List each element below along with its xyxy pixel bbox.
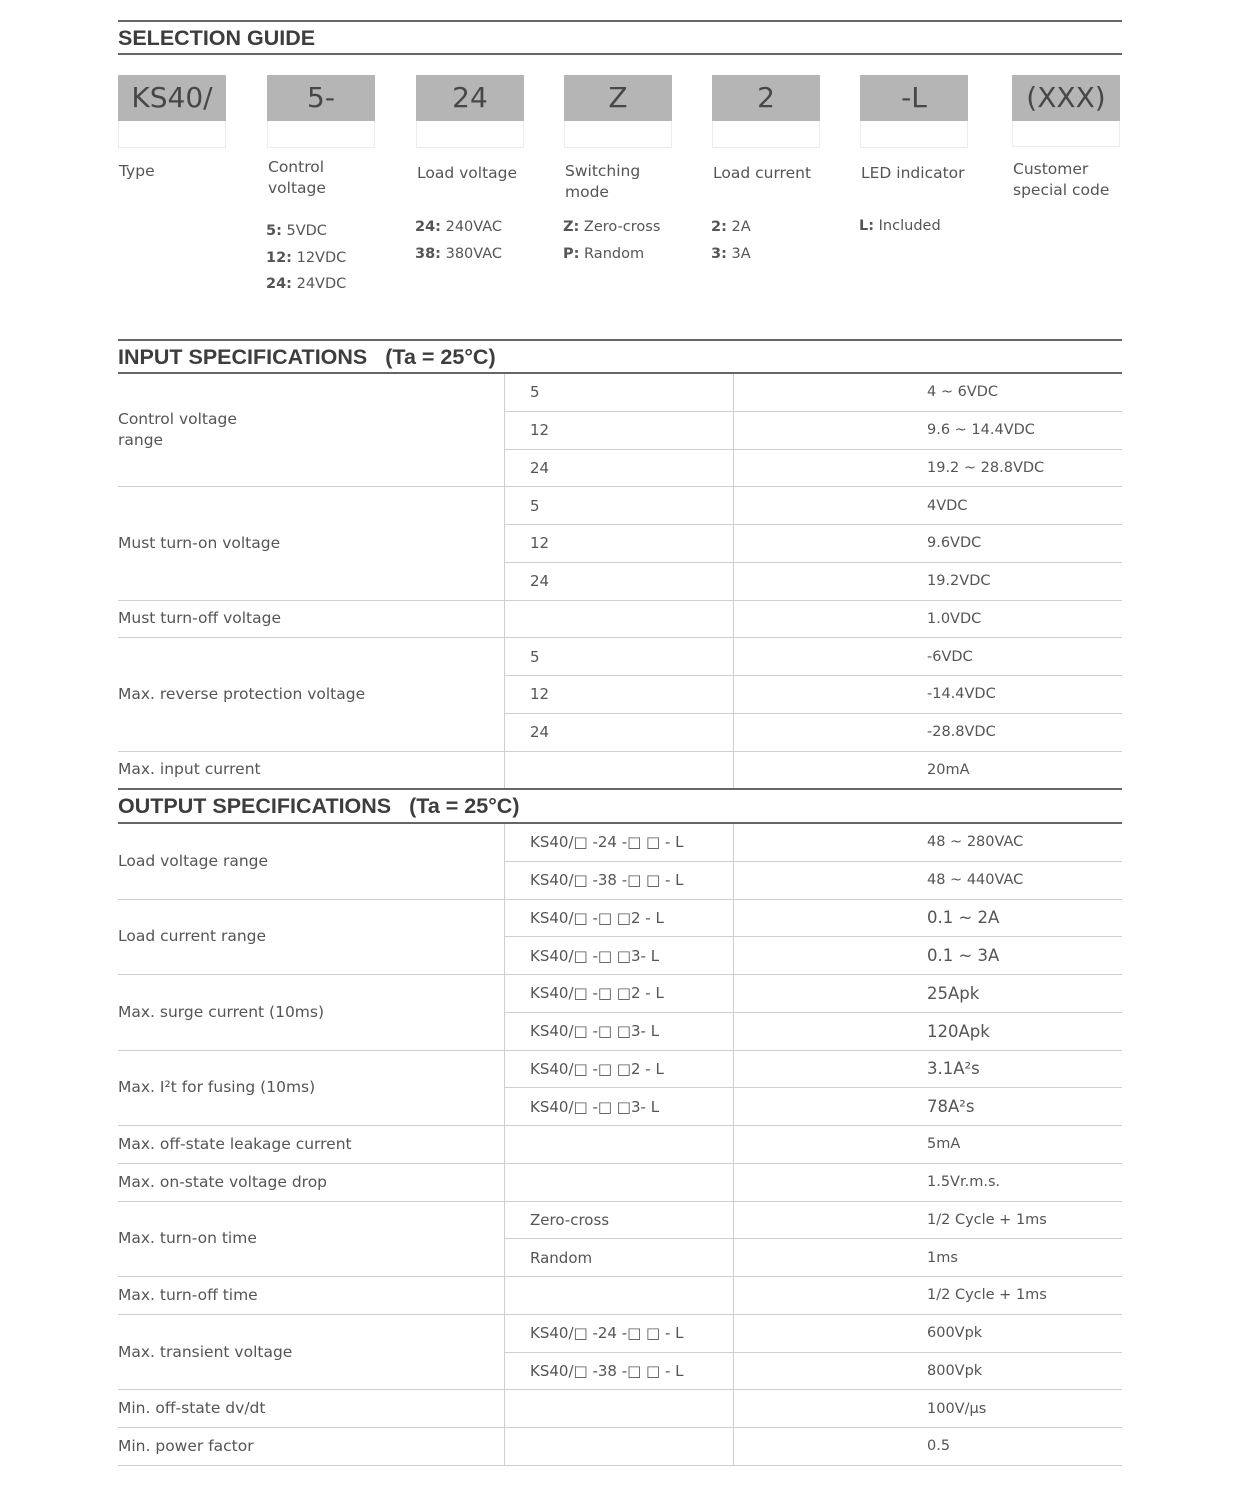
option-value: Included (878, 218, 941, 234)
option-key: Z: (563, 219, 580, 235)
spec-entry-row (505, 1013, 1122, 1051)
spec-entry-row (505, 975, 1122, 1013)
option-key: P: (563, 245, 580, 262)
code-box (416, 75, 524, 148)
spec-condition: Random (505, 1239, 734, 1276)
spec-group (118, 1390, 1122, 1428)
output-spec-table (118, 824, 1122, 1466)
spec-entry-list (505, 487, 1122, 600)
code-segment: 24 (416, 75, 524, 121)
spec-entry-list (505, 1428, 1122, 1466)
section-title (118, 22, 315, 54)
spec-group (118, 638, 1122, 751)
spec-value: 19.2VDC (927, 573, 991, 590)
spec-entry-list (505, 1277, 1122, 1315)
spec-condition (505, 1390, 734, 1427)
spec-entry-row (505, 824, 1122, 862)
code-box (1012, 75, 1120, 147)
spec-value: 100V/μs (927, 1400, 987, 1417)
option-key: 2: (711, 219, 727, 235)
spec-group (118, 1277, 1122, 1315)
spec-parameter: Min. power factor (118, 1428, 505, 1466)
code-segment: 2 (712, 75, 820, 121)
code-box-blank (118, 121, 226, 148)
spec-condition: 5 (505, 487, 734, 524)
spec-value: 0.1 ~ 2A (927, 908, 1000, 928)
option-key: L: (859, 218, 875, 234)
option-value: Zero-cross (583, 219, 661, 235)
spec-parameter: Max. input current (118, 752, 505, 790)
spec-value: 25Apk (927, 983, 980, 1003)
code-box-blank (267, 121, 375, 148)
option-item (563, 214, 660, 241)
option-key: 24: (415, 219, 441, 235)
spec-value: 20mA (927, 761, 970, 778)
code-box-blank (1012, 121, 1120, 147)
spec-group (118, 1126, 1122, 1164)
field-label: LED indicator (861, 164, 965, 182)
code-field-type (118, 75, 226, 180)
spec-parameter: Max. off-state leakage current (118, 1126, 505, 1164)
spec-value: 4VDC (927, 497, 968, 514)
option-item (711, 214, 751, 241)
spec-group (118, 975, 1122, 1051)
option-key: 24: (266, 276, 292, 292)
spec-condition (505, 1164, 734, 1201)
spec-entry-row (505, 1126, 1122, 1164)
option-item (266, 245, 346, 272)
spec-entry-row (505, 601, 1122, 639)
spec-value: -14.4VDC (927, 686, 996, 703)
spec-entry-list (505, 1390, 1122, 1428)
spec-value: 48 ~ 280VAC (927, 834, 1024, 851)
spec-condition: 24 (505, 714, 734, 751)
spec-group (118, 752, 1122, 790)
spec-entry-row (505, 450, 1122, 488)
code-box (564, 75, 672, 148)
code-segment: KS40/ (118, 75, 226, 121)
option-value: 24VDC (296, 276, 347, 292)
spec-value: 78A²s (927, 1097, 975, 1117)
spec-condition (505, 752, 734, 789)
option-value: 380VAC (445, 245, 503, 262)
spec-group (118, 1202, 1122, 1278)
spec-parameter: Control voltage range (118, 374, 505, 487)
field-label: Load current (713, 164, 812, 182)
spec-condition (505, 601, 734, 638)
spec-condition: 12 (505, 525, 734, 562)
code-segment: 5- (267, 75, 375, 121)
spec-parameter: Max. turn-off time (118, 1277, 505, 1315)
spec-entry-row (505, 1051, 1122, 1089)
spec-group (118, 900, 1122, 976)
spec-entry-row (505, 374, 1122, 412)
code-box-blank (416, 121, 524, 148)
section-title (118, 341, 496, 373)
spec-entry-list (505, 1164, 1122, 1202)
spec-parameter: Min. off-state dv/dt (118, 1390, 505, 1428)
spec-condition (505, 1277, 734, 1314)
spec-entry-row (505, 1390, 1122, 1428)
spec-entry-list (505, 1051, 1122, 1127)
code-field-switching-mode (563, 75, 672, 262)
spec-entry-row (505, 862, 1122, 900)
spec-parameter: Max. on-state voltage drop (118, 1164, 505, 1202)
section-rule (118, 53, 1122, 55)
spec-entry-list (505, 638, 1122, 751)
option-value: 2A (731, 219, 751, 235)
spec-condition: KS40/□ -□ □3- L (505, 1088, 734, 1125)
option-item (415, 241, 502, 268)
spec-parameter: Max. transient voltage (118, 1315, 505, 1391)
spec-condition: 24 (505, 563, 734, 600)
spec-value: 3.1A²s (927, 1059, 980, 1079)
spec-condition: 12 (505, 676, 734, 713)
spec-entry-list (505, 1126, 1122, 1164)
spec-entry-row (505, 412, 1122, 450)
option-list (415, 214, 502, 267)
option-item (266, 271, 346, 298)
code-box-blank (712, 121, 820, 148)
code-box-blank (860, 121, 968, 148)
spec-condition: KS40/□ -24 -□ □ - L (505, 824, 734, 861)
spec-group (118, 374, 1122, 487)
spec-condition: KS40/□ -□ □2 - L (505, 900, 734, 937)
option-key: 38: (415, 245, 441, 262)
spec-entry-row (505, 1088, 1122, 1126)
spec-value: 1ms (927, 1249, 958, 1266)
option-value: 12VDC (296, 249, 347, 266)
spec-value: -6VDC (927, 648, 973, 665)
spec-entry-row (505, 525, 1122, 563)
option-item (563, 241, 660, 268)
code-field-customer-code (1012, 75, 1120, 199)
spec-entry-list (505, 374, 1122, 487)
code-box-blank (564, 121, 672, 148)
spec-parameter: Max. reverse protection voltage (118, 638, 505, 751)
option-key: 5: (266, 223, 282, 239)
spec-parameter: Max. I²t for fusing (10ms) (118, 1051, 505, 1127)
spec-entry-row (505, 563, 1122, 601)
option-value: Random (584, 245, 645, 262)
spec-value: 1.5Vr.m.s. (927, 1174, 1001, 1191)
spec-entry-row (505, 1315, 1122, 1353)
section-condition: (Ta = 25°C) (385, 345, 496, 369)
option-value: 5VDC (286, 223, 327, 239)
spec-value: 19.2 ~ 28.8VDC (927, 459, 1045, 476)
spec-group (118, 1051, 1122, 1127)
spec-entry-list (505, 975, 1122, 1051)
spec-condition: KS40/□ -38 -□ □ - L (505, 862, 734, 899)
spec-parameter: Must turn-off voltage (118, 601, 505, 639)
option-value: 3A (731, 245, 751, 262)
spec-entry-row (505, 1353, 1122, 1391)
spec-entry-row (505, 1428, 1122, 1466)
code-field-control-voltage (266, 75, 375, 292)
spec-parameter: Must turn-on voltage (118, 487, 505, 600)
spec-entry-row (505, 638, 1122, 676)
spec-entry-row (505, 487, 1122, 525)
spec-entry-list (505, 601, 1122, 639)
option-list (859, 213, 941, 240)
option-value: 240VAC (445, 219, 503, 235)
spec-entry-row (505, 676, 1122, 714)
spec-parameter: Load voltage range (118, 824, 505, 900)
code-box (860, 75, 968, 148)
spec-entry-list (505, 824, 1122, 900)
spec-entry-row (505, 1164, 1122, 1202)
spec-entry-row (505, 937, 1122, 975)
code-segment: -L (860, 75, 968, 121)
spec-entry-row (505, 1239, 1122, 1277)
spec-value: 120Apk (927, 1021, 990, 1041)
field-label: Control voltage (268, 158, 326, 197)
spec-group (118, 487, 1122, 600)
spec-condition: Zero-cross (505, 1202, 734, 1239)
spec-parameter: Max. surge current (10ms) (118, 975, 505, 1051)
field-label: Switching mode (565, 162, 641, 201)
spec-value: 5mA (927, 1136, 961, 1153)
section-title (118, 790, 520, 822)
option-list (563, 214, 660, 267)
field-label: Load voltage (417, 164, 518, 182)
spec-entry-row (505, 1277, 1122, 1315)
option-item (415, 214, 502, 241)
spec-value: 1/2 Cycle + 1ms (927, 1287, 1047, 1304)
code-segment: Z (564, 75, 672, 121)
spec-condition: 24 (505, 450, 734, 487)
section-rule (118, 822, 1122, 824)
section-title-text: SELECTION GUIDE (118, 26, 316, 50)
spec-condition: KS40/□ -□ □2 - L (505, 975, 734, 1012)
spec-group (118, 1428, 1122, 1466)
spec-value: 800Vpk (927, 1362, 983, 1379)
spec-value: 9.6 ~ 14.4VDC (927, 422, 1035, 439)
code-box (267, 75, 375, 148)
spec-value: 600Vpk (927, 1325, 983, 1342)
spec-value: 1/2 Cycle + 1ms (927, 1211, 1047, 1228)
spec-value: 1.0VDC (927, 610, 982, 627)
spec-group (118, 601, 1122, 639)
section-title-text: OUTPUT SPECIFICATIONS (118, 794, 392, 818)
spec-value: -28.8VDC (927, 724, 996, 741)
section-condition: (Ta = 25°C) (409, 794, 520, 818)
spec-condition: 5 (505, 638, 734, 675)
option-item (711, 241, 751, 268)
spec-condition (505, 1126, 734, 1163)
option-item (859, 213, 941, 240)
spec-condition: KS40/□ -□ □2 - L (505, 1051, 734, 1088)
spec-entry-row (505, 900, 1122, 938)
spec-value: 48 ~ 440VAC (927, 872, 1024, 889)
option-item (266, 218, 346, 245)
code-field-load-voltage (415, 75, 524, 262)
spec-entry-list (505, 752, 1122, 790)
spec-group (118, 824, 1122, 900)
spec-parameter: Load current range (118, 900, 505, 976)
spec-condition: KS40/□ -□ □3- L (505, 1013, 734, 1050)
code-box (712, 75, 820, 148)
spec-condition: KS40/□ -38 -□ □ - L (505, 1353, 734, 1390)
spec-group (118, 1164, 1122, 1202)
spec-condition: KS40/□ -□ □3- L (505, 937, 734, 974)
field-label: Customer special code (1013, 160, 1110, 199)
section-title-text: INPUT SPECIFICATIONS (118, 345, 368, 369)
spec-entry-list (505, 1202, 1122, 1278)
spec-entry-row (505, 1202, 1122, 1240)
option-list (266, 218, 346, 298)
spec-entry-row (505, 714, 1122, 752)
spec-value: 4 ~ 6VDC (927, 384, 999, 401)
code-field-load-current (711, 75, 820, 262)
spec-condition (505, 1428, 734, 1465)
code-box (118, 75, 226, 148)
option-key: 12: (266, 249, 292, 266)
spec-value: 0.1 ~ 3A (927, 946, 1000, 966)
code-field-led-indicator (859, 75, 968, 234)
option-key: 3: (711, 245, 727, 262)
spec-value: 9.6VDC (927, 535, 982, 552)
spec-entry-row (505, 752, 1122, 790)
code-segment: (XXX) (1012, 75, 1120, 121)
spec-condition: 5 (505, 374, 734, 411)
spec-value: 0.5 (927, 1438, 951, 1455)
spec-entry-list (505, 1315, 1122, 1391)
option-list (711, 214, 751, 267)
input-spec-table (118, 374, 1122, 789)
spec-parameter: Max. turn-on time (118, 1202, 505, 1278)
spec-condition: 12 (505, 412, 734, 449)
spec-entry-list (505, 900, 1122, 976)
field-label: Type (119, 162, 155, 180)
spec-group (118, 1315, 1122, 1391)
spec-condition: KS40/□ -24 -□ □ - L (505, 1315, 734, 1352)
